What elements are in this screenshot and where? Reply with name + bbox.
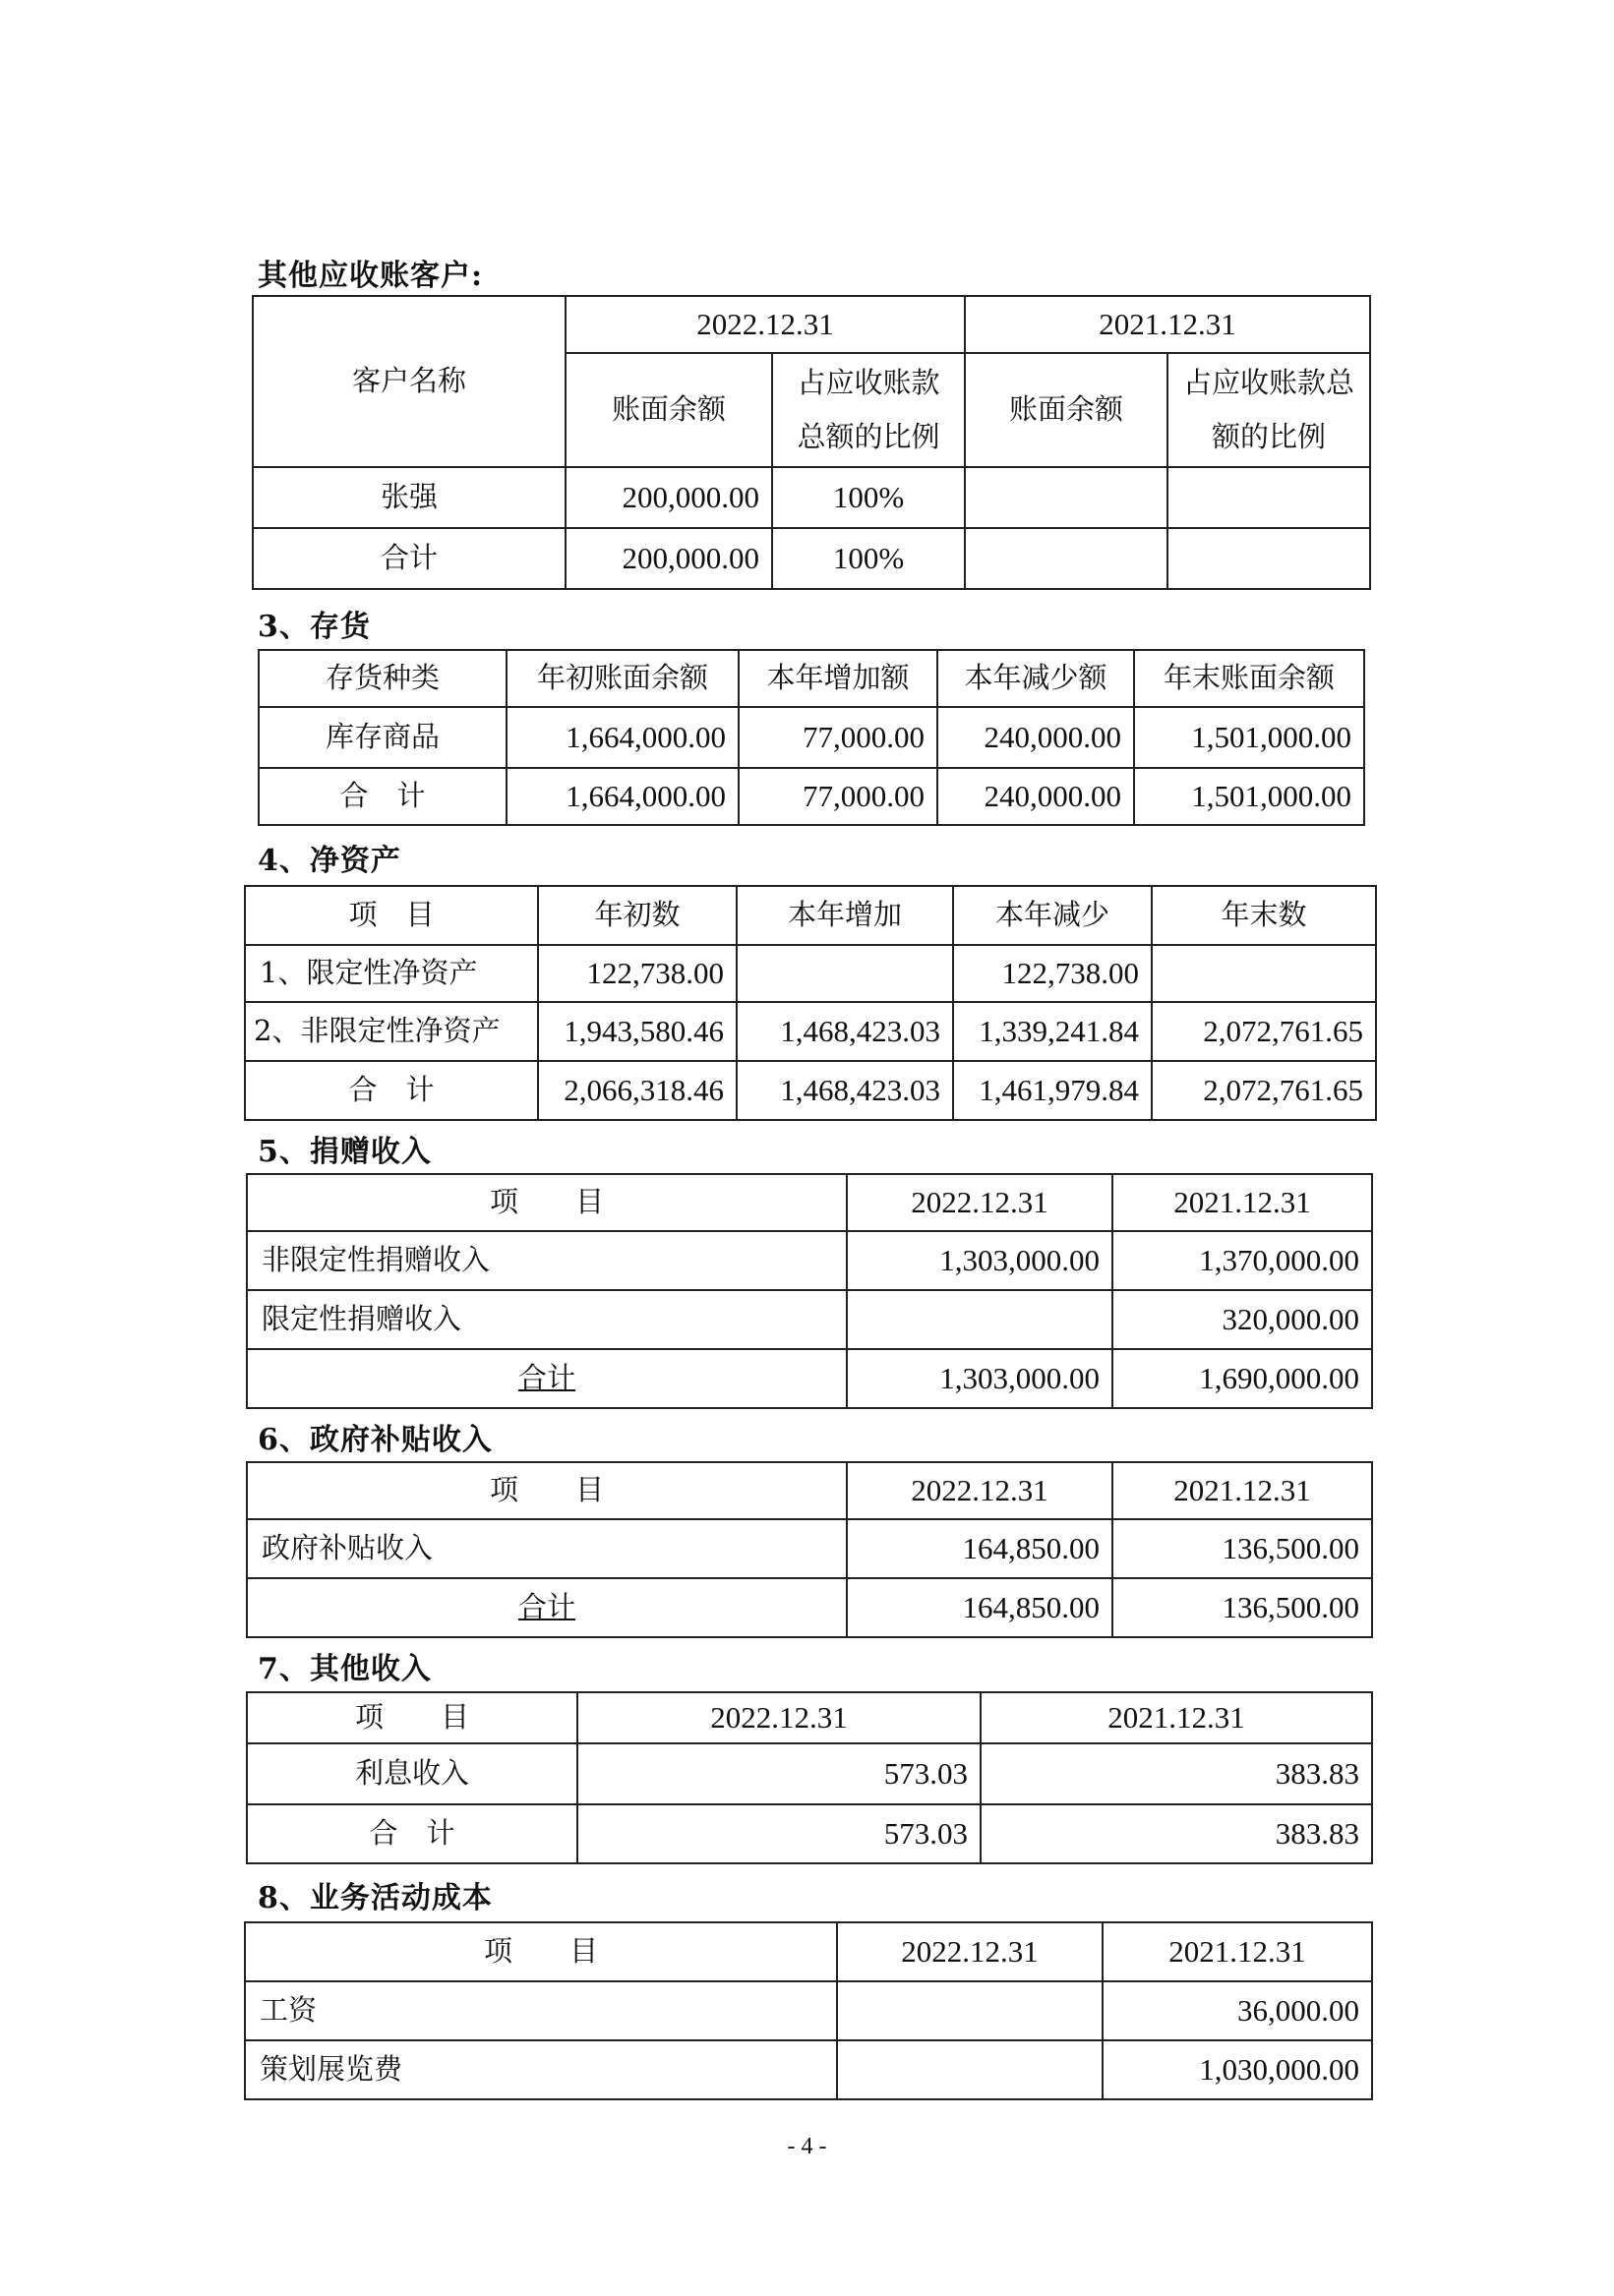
donation-header-item: 项 目 <box>247 1174 847 1231</box>
balance-2021 <box>965 467 1167 528</box>
page-number: - 4 - <box>787 2134 827 2159</box>
cost-2022 <box>837 1981 1103 2040</box>
net-assets-opening: 1,943,580.46 <box>538 1002 737 1061</box>
other-income-2021: 383.83 <box>981 1743 1372 1804</box>
customer-name: 张强 <box>253 467 566 528</box>
subsidy-header-2022: 2022.12.31 <box>847 1462 1112 1519</box>
table-row <box>247 1519 1372 1578</box>
table-row <box>245 945 1376 1002</box>
gov-subsidy-title: 6、政府补贴收入 <box>258 1423 493 1457</box>
table-row <box>259 707 1364 768</box>
donation-income-table <box>246 1173 1373 1409</box>
net-assets-table <box>244 885 1377 1121</box>
inventory-decrease: 240,000.00 <box>937 768 1134 825</box>
other-income-header-2021: 2021.12.31 <box>981 1692 1372 1743</box>
balance-2021 <box>965 528 1167 589</box>
other-income-header-2022: 2022.12.31 <box>577 1692 981 1743</box>
net-assets-increase: 1,468,423.03 <box>737 1002 953 1061</box>
other-income-2022: 573.03 <box>577 1804 981 1863</box>
donation-item: 限定性捐赠收入 <box>247 1290 847 1349</box>
other-receivables-table <box>252 295 1371 590</box>
donation-2022: 1,303,000.00 <box>847 1231 1112 1290</box>
cost-2021: 1,030,000.00 <box>1103 2040 1372 2099</box>
subsidy-2021: 136,500.00 <box>1112 1578 1372 1637</box>
cost-item: 策划展览费 <box>245 2040 837 2099</box>
customer-name: 合计 <box>253 528 566 589</box>
table-row <box>259 768 1364 825</box>
other-income-2022: 573.03 <box>577 1743 981 1804</box>
inventory-closing: 1,501,000.00 <box>1134 707 1364 768</box>
donation-2022 <box>847 1290 1112 1349</box>
net-assets-closing: 2,072,761.65 <box>1152 1002 1376 1061</box>
net-assets-item: 1、限定性净资产 <box>245 945 538 1002</box>
donation-income-title: 5、捐赠收入 <box>258 1135 432 1169</box>
net-assets-header-item: 项 目 <box>245 886 538 945</box>
inventory-table <box>258 649 1365 826</box>
table-row <box>247 1349 1372 1408</box>
net-assets-opening: 2,066,318.46 <box>538 1061 737 1120</box>
business-cost-table <box>244 1921 1373 2100</box>
subsidy-header-item: 项 目 <box>247 1462 847 1519</box>
inventory-closing: 1,501,000.00 <box>1134 768 1364 825</box>
inventory-type: 合 计 <box>259 768 507 825</box>
date-2021-header: 2021.12.31 <box>965 296 1370 353</box>
table-row <box>247 1231 1372 1290</box>
donation-header-2022: 2022.12.31 <box>847 1174 1112 1231</box>
inventory-header-type: 存货种类 <box>259 650 507 707</box>
customer-header: 客户名称 <box>253 296 566 467</box>
table-row <box>247 1804 1372 1863</box>
table-row <box>247 1578 1372 1637</box>
ratio-2021 <box>1167 528 1370 589</box>
net-assets-closing <box>1152 945 1376 1002</box>
net-assets-header-closing: 年末数 <box>1152 886 1376 945</box>
inventory-increase: 77,000.00 <box>739 707 937 768</box>
net-assets-decrease: 1,461,979.84 <box>953 1061 1152 1120</box>
donation-item: 非限定性捐赠收入 <box>247 1231 847 1290</box>
inventory-title: 3、存货 <box>258 610 371 644</box>
subsidy-2022: 164,850.00 <box>847 1578 1112 1637</box>
net-assets-opening: 122,738.00 <box>538 945 737 1002</box>
other-income-item: 合 计 <box>247 1804 577 1863</box>
inventory-header-decrease: 本年减少额 <box>937 650 1134 707</box>
subsidy-2021: 136,500.00 <box>1112 1519 1372 1578</box>
inventory-increase: 77,000.00 <box>739 768 937 825</box>
ratio-2022: 100% <box>772 467 965 528</box>
table-row <box>253 467 1370 528</box>
net-assets-header-decrease: 本年减少 <box>953 886 1152 945</box>
other-receivables-title: 其他应收账客户: <box>258 259 484 293</box>
donation-total-cell <box>247 1349 847 1408</box>
cost-header-item: 项 目 <box>245 1922 837 1981</box>
other-income-header-item: 项 目 <box>247 1692 577 1743</box>
subsidy-header-2021: 2021.12.31 <box>1112 1462 1372 1519</box>
table-row <box>245 1061 1376 1120</box>
cost-item: 工资 <box>245 1981 837 2040</box>
table-row <box>245 2040 1372 2099</box>
inventory-header-opening: 年初账面余额 <box>507 650 739 707</box>
ratio-header: 占应收账款总额的比例 <box>1167 353 1370 467</box>
donation-2021: 1,370,000.00 <box>1112 1231 1372 1290</box>
net-assets-item: 合 计 <box>245 1061 538 1120</box>
net-assets-closing: 2,072,761.65 <box>1152 1061 1376 1120</box>
balance-header: 账面余额 <box>566 353 772 467</box>
other-income-title: 7、其他收入 <box>258 1652 432 1686</box>
inventory-opening: 1,664,000.00 <box>507 768 739 825</box>
table-row <box>245 1002 1376 1061</box>
inventory-decrease: 240,000.00 <box>937 707 1134 768</box>
inventory-header-increase: 本年增加额 <box>739 650 937 707</box>
net-assets-increase <box>737 945 953 1002</box>
balance-2022: 200,000.00 <box>566 528 772 589</box>
net-assets-header-opening: 年初数 <box>538 886 737 945</box>
inventory-type: 库存商品 <box>259 707 507 768</box>
table-row <box>247 1290 1372 1349</box>
net-assets-header-increase: 本年增加 <box>737 886 953 945</box>
subsidy-total-label: 合计 <box>517 1590 575 1624</box>
table-row <box>247 1743 1372 1804</box>
business-cost-title: 8、业务活动成本 <box>258 1881 493 1915</box>
date-2022-header: 2022.12.31 <box>566 296 965 353</box>
ratio-header: 占应收账款总额的比例 <box>772 353 965 467</box>
donation-2021: 1,690,000.00 <box>1112 1349 1372 1408</box>
cost-header-2022: 2022.12.31 <box>837 1922 1103 1981</box>
balance-header: 账面余额 <box>965 353 1167 467</box>
net-assets-increase: 1,468,423.03 <box>737 1061 953 1120</box>
gov-subsidy-table <box>246 1461 1373 1638</box>
subsidy-item: 政府补贴收入 <box>247 1519 847 1578</box>
donation-2021: 320,000.00 <box>1112 1290 1372 1349</box>
ratio-2022: 100% <box>772 528 965 589</box>
cost-header-2021: 2021.12.31 <box>1103 1922 1372 1981</box>
balance-2022: 200,000.00 <box>566 467 772 528</box>
donation-header-2021: 2021.12.31 <box>1112 1174 1372 1231</box>
net-assets-decrease: 1,339,241.84 <box>953 1002 1152 1061</box>
other-income-table <box>246 1691 1373 1864</box>
cost-2022 <box>837 2040 1103 2099</box>
inventory-opening: 1,664,000.00 <box>507 707 739 768</box>
donation-total-label: 合计 <box>517 1361 575 1395</box>
net-assets-item: 2、非限定性净资产 <box>245 1002 538 1061</box>
inventory-header-closing: 年末账面余额 <box>1134 650 1364 707</box>
other-income-2021: 383.83 <box>981 1804 1372 1863</box>
other-income-item: 利息收入 <box>247 1743 577 1804</box>
donation-2022: 1,303,000.00 <box>847 1349 1112 1408</box>
subsidy-total-cell <box>247 1578 847 1637</box>
subsidy-2022: 164,850.00 <box>847 1519 1112 1578</box>
ratio-2021 <box>1167 467 1370 528</box>
cost-2021: 36,000.00 <box>1103 1981 1372 2040</box>
net-assets-decrease: 122,738.00 <box>953 945 1152 1002</box>
table-row <box>253 528 1370 589</box>
table-row <box>245 1981 1372 2040</box>
net-assets-title: 4、净资产 <box>258 844 401 878</box>
